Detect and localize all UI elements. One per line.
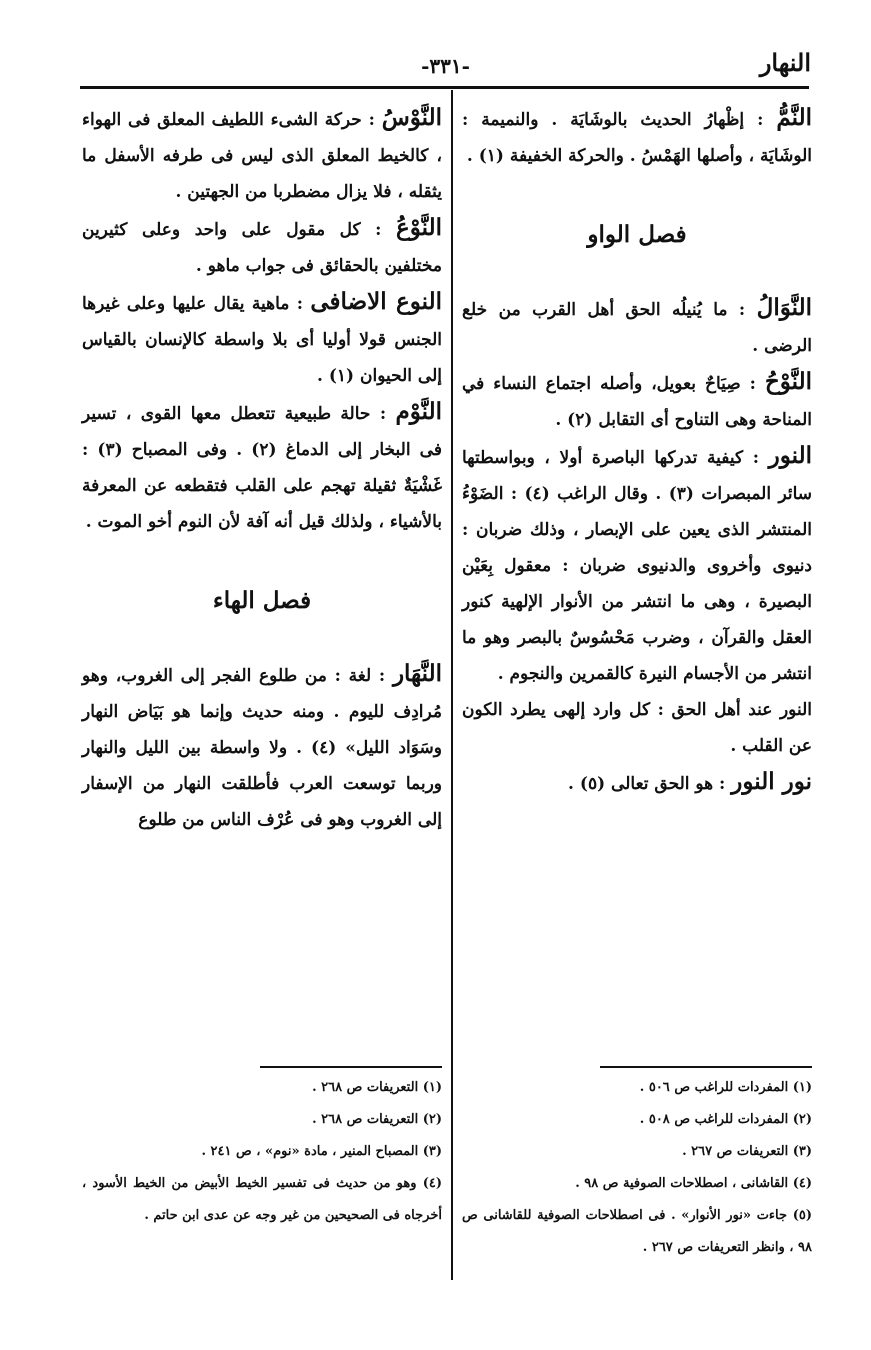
page-header (80, 48, 811, 88)
entry-term: النَّوَالُ (756, 294, 812, 321)
footnote: (٥) جاءت «نور الأنوار» . فى اصطلاحات الصوفية للقاشانى ص ٩٨ ، وانظر التعريفات ص ٢٦٧ . (462, 1208, 812, 1255)
entry-nahar (82, 656, 442, 838)
header-rule (80, 86, 809, 89)
entry-text: : كيفية تدركها الباصرة أولا ، وبواسطتها سائر المبصرات (٣) . وقال الراغب (٤) : الضَوْءُ المنتشر الذى يعين على الإبصار ، وذلك ضربان : دنيوى وأخروى والدنيوى ضربان : معقول بِعَيْن البصيرة ، وهى ما انتشر من الأنوار الإلهية كنور العقل والقرآن ، وضرب مَحْسُوسٌ بالبصر وهو ما انتشر من الأجسام النيرة كالقمرين والنجوم . (462, 448, 812, 684)
column-divider (451, 90, 453, 1280)
entry-text: : حركة الشىء اللطيف المعلق فى الهواء ، كالخيط المعلق الذى ليس فى طرفه الأسفل ما يثقله ، فلا يزال مضطربا من الجهتين . (82, 110, 442, 202)
entry-nur-ahl-alhaq (462, 692, 812, 764)
left-column (82, 100, 442, 838)
entry-text: : لغة : من طلوع الفجر إلى الغروب، وهو مُرادِف لليوم . ومنه حديث وإنما هو بَيَاض النهار وسَوَاد الليل» (٤) . ولا واسطة بين الليل والنهار وربما توسعت العرب فأطلقت النهار من الإسفار إلى الغروب وهو فى عُرْف الناس من طلوع (82, 666, 443, 830)
footnote: (٢) المفردات للراغب ص ٥٠٨ . (639, 1112, 812, 1127)
entry-naws (82, 100, 442, 210)
footnote: (١) التعريفات ص ٢٦٨ . (312, 1080, 442, 1095)
footnote: (٤) وهو من حديث فى تفسير الخيط الأبيض من الخيط الأسود ، أخرجاه فى الصحيحين من غير وجه عن عدى ابن حاتم . (82, 1176, 443, 1223)
footnote: (٣) التعريفات ص ٢٦٧ . (682, 1144, 812, 1159)
entry-nawal (462, 290, 812, 364)
entry-term: النَّوْم (395, 398, 442, 425)
right-column (462, 100, 812, 802)
entry-term: النور (768, 442, 812, 469)
entry-naw-idafi (82, 284, 442, 394)
entry-term: نور النور (731, 768, 812, 795)
entry-text: : ماهية يقال عليها وعلى غيرها الجنس قولا أوليا أى بلا واسطة كالإنسان بالقياس إلى الحيوان (١) . (82, 294, 442, 386)
entry-text: : إظْهارُ الحديث بالوشَايَة . والنميمة : الوشَايَة ، وأصلها الهَمْسُ . والحركة الخفيفة (١) . (462, 110, 812, 166)
entry-nawh (462, 364, 812, 438)
entry-namm (462, 100, 812, 174)
entry-term: النَّوْسُ (381, 104, 442, 131)
section-title-ha: فصل الهاء (212, 587, 312, 614)
entry-text: : هو الحق تعالى (٥) . (568, 774, 732, 794)
entry-nur-alnur (462, 764, 812, 802)
entry-naw (82, 210, 442, 284)
entry-text: النور عند أهل الحق : كل وارد إلهى يطرد الكون عن القلب . (462, 700, 812, 756)
entry-term: النَّوْعُ (396, 214, 442, 241)
entry-text: : كل مقول على واحد وعلى كثيرين مختلفين بالحقائق فى جواب ماهو . (82, 220, 442, 276)
footnotes-right (462, 1072, 812, 1264)
running-head-word: النهار (759, 48, 811, 77)
entry-nawm (82, 394, 442, 540)
entry-term: النَّمُّ (776, 104, 812, 131)
footnote: (٣) المصباح المنير ، مادة «نوم» ، ص ٢٤١ . (201, 1144, 442, 1159)
entry-text: : حالة طبيعية تتعطل معها القوى ، تسير فى البخار إلى الدماغ (٢) . وفى المصباح (٣) : غَشْيَةٌ ثقيلة تهجم على القلب فتقطعه عن المعرفة بالأشياء ، ولذلك قيل أنه آفة لأن النوم أخو الموت . (82, 404, 442, 532)
footnote: (٤) القاشانى ، اصطلاحات الصوفية ص ٩٨ . (575, 1176, 812, 1191)
footnote-rule-right (600, 1066, 812, 1068)
entry-term: النوع الاضافى (310, 288, 442, 315)
entry-text: : صِيَاحٌ بعويل، وأصله اجتماع النساء في المناحة وهى التناوح أى التقابل (٢) . (462, 374, 812, 430)
footnotes-left (82, 1072, 442, 1232)
footnote: (٢) التعريفات ص ٢٦٨ . (312, 1112, 442, 1127)
entry-term: النَّوْحُ (764, 368, 812, 395)
entry-text: : ما يُنيلُه الحق أهل القرب من خلع الرضى . (462, 300, 812, 356)
footnote-rule-left (260, 1066, 442, 1068)
footnote: (١) المفردات للراغب ص ٥٠٦ . (639, 1080, 812, 1095)
page-number: -٣٣١- (421, 54, 470, 78)
entry-nur (462, 438, 812, 692)
section-title-waw: فصل الواو (587, 221, 687, 248)
entry-term: النَّهَار (392, 660, 442, 687)
